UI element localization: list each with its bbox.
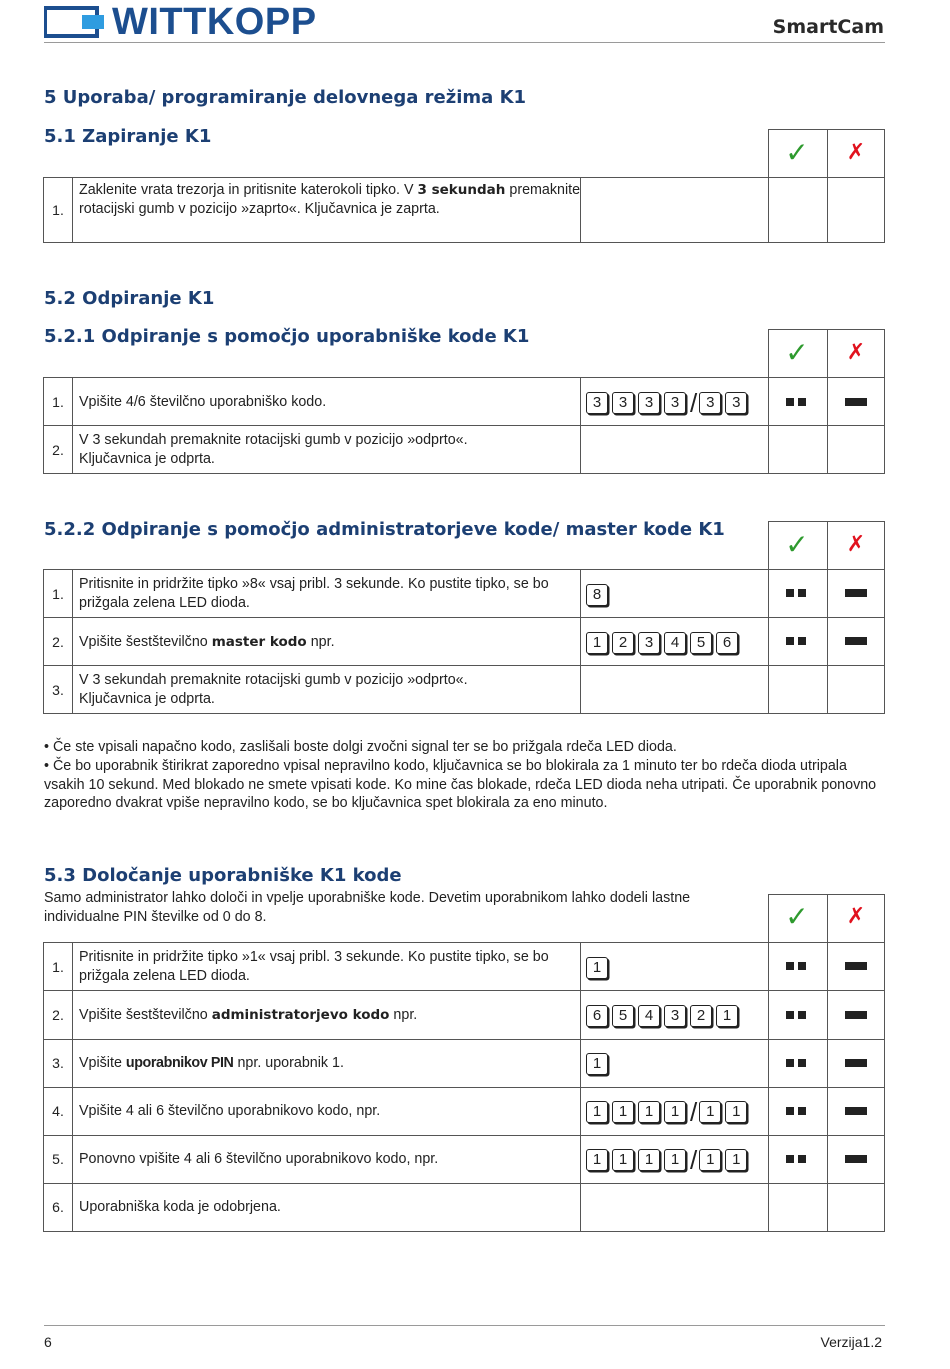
check-icon: ✓: [785, 900, 809, 933]
key-button: 5: [690, 632, 712, 654]
led-bar-icon: [845, 1059, 867, 1067]
key-button: 1: [699, 1149, 721, 1171]
led-bar-icon: [845, 1011, 867, 1019]
note-blocking: • Če bo uporabnik štirikrat zaporedno vpisal nepravilno kodo, ključavnica se bo blokirala za 1 minuto ter bo rdeča dioda utripala vsakih 10 sekund. Med blokado ne smete vpisati kode. Ko mine čas blokade, rdeča LED dioda neha utripati. Če uporabnik ponovno zaporedno dvakrat vpiše nepravilno kodo, se bo ključavnica spet blokirala za eno minuto.: [44, 758, 877, 811]
key-button: 6: [586, 1005, 608, 1027]
step-number: 3.: [52, 1055, 64, 1071]
logo-mark-icon: [44, 5, 106, 39]
note-wrong-code: • Če ste vpisali napačno kodo, zaslišali boste dolgi zvočni signal ter se bo prižgala rdeča LED dioda.: [44, 739, 677, 755]
step-text: V 3 sekundah premaknite rotacijski gumb v pozicijo »odprto«. Ključavnica je odprta.: [79, 672, 468, 707]
step-text: Ponovno vpišite 4 ali 6 številčno uporabnikovo kodo, npr.: [79, 1151, 439, 1167]
key-button: 3: [664, 392, 686, 414]
section-5-3-intro: Samo administrator lahko določi in vpelje uporabniške kode. Devetim uporabnikom lahko dodeli lastne individualne PIN številke od 0 do 8.: [44, 890, 691, 925]
led-dots-icon: [786, 589, 808, 597]
keypad-sequence: [586, 1051, 612, 1077]
key-button: 8: [586, 584, 608, 606]
version-label: Verzija1.2: [820, 1334, 882, 1350]
keypad-sequence: [586, 1003, 742, 1029]
led-dots-icon: [786, 1059, 808, 1067]
key-button: 1: [586, 1149, 608, 1171]
step-number: 2.: [52, 634, 64, 650]
key-button: 1: [699, 1101, 721, 1123]
key-button: 3: [725, 392, 747, 414]
brand-name: WITTKOPP: [112, 1, 317, 43]
step-text: Zaklenite vrata trezorja in pritisnite katerokoli tipko. V 3 sekundah premaknite rotacijski gumb v pozicijo »zaprto«. Ključavnica je zaprta.: [79, 182, 581, 217]
step-text: Vpišite uporabnikov PIN npr. uporabnik 1.: [79, 1055, 344, 1071]
check-icon: ✓: [785, 528, 809, 561]
keypad-sequence: [586, 1099, 751, 1125]
section-5-title: 5 Uporaba/ programiranje delovnega režima K1: [44, 87, 527, 108]
keypad-sequence: [586, 1147, 751, 1173]
section-5-1-title: 5.1 Zapiranje K1: [44, 126, 212, 147]
slash-separator: /: [690, 1145, 698, 1175]
key-button: 1: [612, 1149, 634, 1171]
wittkopp-logo: [44, 1, 317, 43]
step-number: 1.: [52, 202, 64, 218]
page-number: 6: [44, 1334, 52, 1350]
key-button: 1: [586, 1101, 608, 1123]
cross-icon: ✗: [846, 532, 866, 557]
cross-icon: ✗: [846, 904, 866, 929]
step-number: 6.: [52, 1199, 64, 1215]
step-number: 2.: [52, 1007, 64, 1023]
key-button: 1: [586, 632, 608, 654]
led-bar-icon: [845, 398, 867, 406]
step-text: Uporabniška koda je odobrjena.: [79, 1199, 281, 1215]
key-button: 2: [690, 1005, 712, 1027]
led-bar-icon: [845, 589, 867, 597]
section-5-3-title: 5.3 Določanje uporabniške K1 kode: [44, 865, 402, 886]
key-button: 1: [612, 1101, 634, 1123]
header-rule: [44, 42, 885, 43]
key-button: 4: [664, 632, 686, 654]
keypad-sequence: [586, 390, 751, 416]
step-number: 1.: [52, 959, 64, 975]
key-button: 3: [699, 392, 721, 414]
keypad-sequence: [586, 630, 742, 656]
slash-separator: /: [690, 1097, 698, 1127]
section-5-2-1-title: 5.2.1 Odpiranje s pomočjo uporabniške kode K1: [44, 326, 530, 347]
keypad-sequence: [586, 582, 612, 608]
led-dots-icon: [786, 1011, 808, 1019]
check-icon: ✓: [785, 136, 809, 169]
step-text: V 3 sekundah premaknite rotacijski gumb v pozicijo »odprto«. Ključavnica je odprta.: [79, 432, 468, 467]
key-button: 3: [586, 392, 608, 414]
key-button: 3: [664, 1005, 686, 1027]
led-dots-icon: [786, 398, 808, 406]
step-number: 1.: [52, 394, 64, 410]
check-icon: ✓: [785, 336, 809, 369]
key-button: 1: [716, 1005, 738, 1027]
key-button: 3: [638, 632, 660, 654]
led-bar-icon: [845, 1107, 867, 1115]
step-text: Vpišite 4/6 številčno uporabniško kodo.: [79, 394, 327, 410]
section-5-2-2-title: 5.2.2 Odpiranje s pomočjo administratorjeve kode/ master kode K1: [44, 519, 725, 540]
step-text: Pritisnite in pridržite tipko »8« vsaj pribl. 3 sekunde. Ko pustite tipko, se bo prižgala zelena LED dioda.: [79, 576, 549, 611]
cross-icon: ✗: [846, 140, 866, 165]
step-text: Vpišite 4 ali 6 številčno uporabnikovo kodo, npr.: [79, 1103, 381, 1119]
key-button: 1: [586, 1053, 608, 1075]
product-name: SmartCam: [772, 16, 884, 38]
keypad-sequence: [586, 955, 612, 981]
key-button: 1: [725, 1101, 747, 1123]
slash-separator: /: [690, 388, 698, 418]
led-dots-icon: [786, 1107, 808, 1115]
step-number: 5.: [52, 1151, 64, 1167]
step-text: Vpišite šestštevilčno master kodo npr.: [79, 634, 335, 650]
key-button: 1: [638, 1101, 660, 1123]
key-button: 6: [716, 632, 738, 654]
step-number: 1.: [52, 586, 64, 602]
key-button: 1: [664, 1149, 686, 1171]
key-button: 4: [638, 1005, 660, 1027]
led-bar-icon: [845, 962, 867, 970]
key-button: 3: [612, 392, 634, 414]
led-dots-icon: [786, 962, 808, 970]
step-text: Vpišite šestštevilčno administratorjevo kodo npr.: [79, 1007, 418, 1023]
key-button: 1: [586, 957, 608, 979]
section-5-2-title: 5.2 Odpiranje K1: [44, 288, 215, 309]
key-button: 1: [725, 1149, 747, 1171]
footer-rule: [44, 1325, 885, 1326]
key-button: 3: [638, 392, 660, 414]
cross-icon: ✗: [846, 340, 866, 365]
step-number: 4.: [52, 1103, 64, 1119]
key-button: 5: [612, 1005, 634, 1027]
step-number: 2.: [52, 442, 64, 458]
key-button: 1: [638, 1149, 660, 1171]
led-bar-icon: [845, 637, 867, 645]
step-text: Pritisnite in pridržite tipko »1« vsaj pribl. 3 sekunde. Ko pustite tipko, se bo prižgala zelena LED dioda.: [79, 949, 549, 984]
key-button: 2: [612, 632, 634, 654]
key-button: 1: [664, 1101, 686, 1123]
led-bar-icon: [845, 1155, 867, 1163]
led-dots-icon: [786, 637, 808, 645]
step-number: 3.: [52, 682, 64, 698]
led-dots-icon: [786, 1155, 808, 1163]
